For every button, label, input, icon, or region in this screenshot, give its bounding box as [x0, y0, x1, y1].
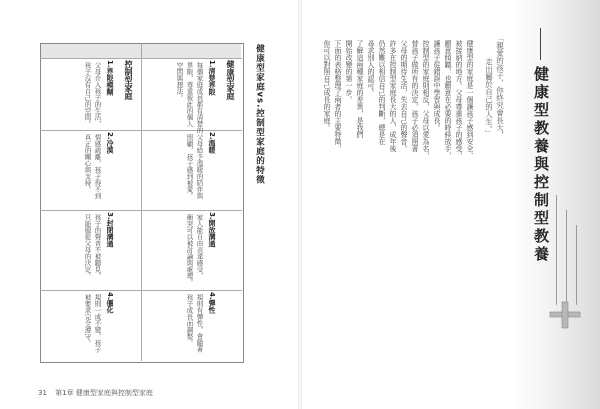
- healthy-cell-line: 照顧，孩子感到被愛。: [185, 134, 194, 199]
- puppet-string: [566, 210, 567, 306]
- control-cell-line: 孩子沒有自己的空間。: [83, 62, 92, 127]
- healthy-cell-line: 孩子成長而調整。: [185, 294, 194, 346]
- control-cell-line: 只能服從父母的決定。: [83, 214, 92, 279]
- epigraph-line: 走出屬於自己的人生。」: [484, 58, 494, 137]
- body-line: 健康型的家庭是一個讓孩子感到安全、: [466, 40, 474, 159]
- title-rule: [540, 28, 541, 60]
- control-cell-head: 4.僵化: [106, 292, 114, 314]
- folio: [38, 388, 153, 398]
- healthy-cell-head: 1.清楚界限: [208, 60, 216, 96]
- healthy-cell-head: 3.開放溝通: [208, 212, 216, 248]
- control-cell-line: 父母介入孩子的生活，: [93, 62, 102, 127]
- control-cell-line: 被要求完全遵守。: [83, 294, 92, 346]
- body-line: 下面的表格整理了兩者的主要特徵，: [334, 40, 342, 152]
- body-line: 父母的期待生活，失去自己的聲音。: [400, 40, 408, 152]
- healthy-cell-line: 父母給予溫暖的陪伴與: [195, 134, 204, 199]
- healthy-cell-line: 家人能自由表達感受，: [195, 214, 204, 279]
- puppet-string: [556, 195, 557, 305]
- healthy-cell-line: 規則有彈性，會隨著: [195, 294, 204, 353]
- body-line: 仍然難以相信自己的判斷，總是在: [378, 40, 386, 145]
- healthy-cell-head: 4.彈性: [208, 292, 216, 314]
- control-cell-head: 2.冷漠: [106, 132, 114, 154]
- book-gutter: [298, 0, 302, 409]
- control-cell-line: 情感疏離，孩子得不到: [93, 134, 102, 199]
- marionette-cross-icon: [548, 300, 582, 330]
- chapter-band: [510, 0, 600, 409]
- body-line: 開始改變的第一步。: [345, 40, 353, 103]
- body-line: 了解這兩種家庭的差異，是我們: [356, 40, 364, 138]
- body-line: 替孩子做所有的決定，孩子必須照著: [411, 40, 419, 152]
- control-cell-head: 3.封閉溝通: [106, 212, 114, 248]
- body-line: 被接納的地方。父母尊重孩子的感受，: [455, 40, 463, 159]
- body-line: 尋求別人的認可。: [367, 40, 375, 96]
- page-number: 31: [38, 389, 47, 397]
- puppet-string: [576, 225, 577, 305]
- control-cell-line: 孩子的聲音不被聽見，: [93, 214, 102, 279]
- body-line: 你可以對照自己成長的家庭。: [323, 40, 331, 131]
- table-row-rule: [40, 210, 242, 211]
- table-header-control: 控制型家庭: [124, 60, 133, 100]
- epigraph-line: 「親愛的孩子，你終究會長大，: [495, 34, 505, 139]
- healthy-cell-line: 空間與想法。: [175, 62, 184, 101]
- table-header-healthy: 健康型家庭: [226, 60, 235, 100]
- table-row-rule: [40, 130, 242, 131]
- body-line: 讓孩子從錯誤中學習與成長。: [433, 40, 441, 131]
- control-cell-line: 真正的關心與支持。: [83, 134, 92, 193]
- control-cell-line: 規則一成不變，孩子: [93, 294, 102, 353]
- healthy-cell-line: 衝突可以被討論與處理。: [185, 214, 194, 286]
- body-line: 願意傾聽，也願意在必要的時候放手，: [444, 40, 452, 159]
- healthy-cell-head: 2.溫暖: [208, 132, 216, 154]
- table-title: 健康型家庭vs.控制型家庭的特徵: [254, 44, 265, 185]
- healthy-cell-line: 每個家庭成員都有清楚的: [195, 62, 204, 134]
- body-line: 控制型的家庭則相反，父母以愛為名，: [422, 40, 430, 159]
- body-line: 許多在控制型家庭長大的人，成年後: [389, 40, 397, 152]
- healthy-cell-line: 界限，尊重彼此的個人: [185, 62, 194, 127]
- table-row-rule: [40, 290, 242, 291]
- control-cell-head: 1.界限模糊: [106, 60, 114, 96]
- running-head: 第1章 健康型家庭與控制型家庭: [55, 389, 153, 397]
- chapter-title: 健康型教養與控制型教養: [532, 66, 550, 264]
